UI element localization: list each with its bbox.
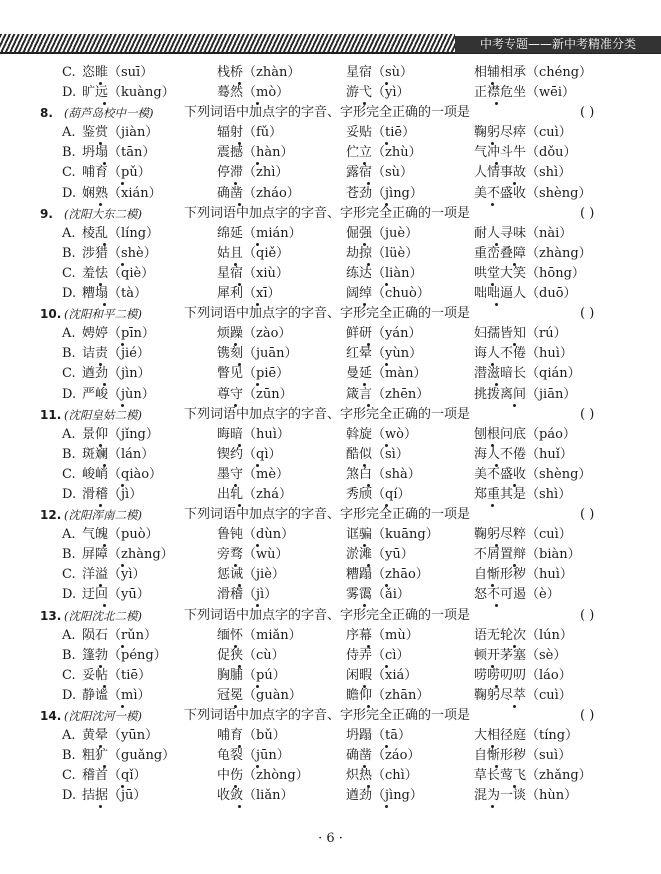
- option-word: 震撼（hàn）: [217, 145, 294, 161]
- option-row: [0, 445, 661, 465]
- question-source: (沈阳和平二模): [64, 307, 142, 322]
- option-word: 雾霭（ǎi）: [346, 587, 410, 603]
- option-word: 惩诫（jiè）: [217, 567, 285, 583]
- option-word: 诓骗（kuāng）: [346, 527, 439, 543]
- option-word: 拮据（jū）: [82, 788, 147, 804]
- emphasis-dot: [491, 805, 494, 808]
- option-row: [0, 163, 661, 183]
- question-header: [0, 706, 661, 726]
- option-word: 气冲斗牛（dǒu）: [474, 145, 577, 161]
- option-word: 滑稽（jì）: [217, 587, 278, 603]
- option-word: 重峦叠障（zhàng）: [474, 245, 592, 261]
- option-letter: D.: [62, 185, 77, 201]
- question-stem: 下列词语中加点字的字音、字形完全正确的一项是: [184, 708, 471, 723]
- option-row: [0, 485, 661, 505]
- option-word: 黄晕（yūn）: [82, 728, 159, 744]
- option-word: 屏障（zhàng）: [82, 547, 174, 563]
- option-word: 秀颀（qí）: [346, 486, 411, 502]
- option-word: 陨石（rǔn）: [82, 627, 157, 643]
- option-letter: A.: [62, 125, 76, 141]
- answer-blank: ( ): [580, 607, 595, 623]
- option-word: 苍劲（jìng）: [346, 185, 423, 201]
- option-row: [0, 525, 661, 545]
- option-word: 挑拨离间（jiān）: [474, 386, 577, 402]
- question-source: (沈阳大东二模): [64, 206, 142, 221]
- option-word: 草长莺飞（zhǎng）: [474, 768, 592, 784]
- option-row: [0, 686, 661, 706]
- option-word: 绵延（mián）: [217, 225, 302, 241]
- option-row: [0, 646, 661, 666]
- option-word: 潜滋暗长（qián）: [474, 366, 581, 382]
- option-word: 美不盛收（shèng）: [474, 466, 592, 482]
- option-word: 斑斓（lán）: [82, 446, 155, 462]
- option-word: 峻峭（qiào）: [82, 466, 163, 482]
- option-word: 瞥见（piē）: [217, 366, 290, 382]
- option-letter: A.: [62, 426, 76, 442]
- option-word: 倔强（juè）: [346, 225, 419, 241]
- option-word: 墨守（mè）: [217, 466, 290, 482]
- option-letter: D.: [62, 85, 77, 101]
- option-word: 阔绰（chuò）: [346, 286, 430, 302]
- option-word: 自惭形秽（suì）: [474, 748, 572, 764]
- option-word: 旁骛（wù）: [217, 547, 289, 563]
- option-word: 劫掠（lüè）: [346, 245, 419, 261]
- question-source: (沈阳皇姑二模): [64, 407, 142, 422]
- option-row: [0, 726, 661, 746]
- option-word: 鞠躬尽瘁（cuì）: [474, 125, 572, 141]
- option-word: 栈桥（zhàn）: [217, 65, 301, 80]
- option-word: 冠冕（guàn）: [217, 687, 302, 703]
- option-word: 酷似（sì）: [346, 446, 409, 462]
- question-number: 8.: [40, 106, 53, 121]
- question-number: 13.: [40, 608, 62, 623]
- option-letter: C.: [62, 65, 76, 80]
- header-hatch-decoration: [0, 34, 455, 52]
- option-word: 妥贴（tiē）: [346, 125, 416, 141]
- option-word: 遒劲（jìn）: [82, 366, 151, 382]
- question-header: [0, 204, 661, 224]
- option-row: [0, 626, 661, 646]
- answer-blank: ( ): [580, 507, 595, 523]
- option-word: 斡旋（wò）: [346, 426, 417, 442]
- option-row: [0, 224, 661, 244]
- header-title: 中考专题——新中考精准分类: [455, 36, 661, 53]
- option-word: 鲁钝（dùn）: [217, 527, 295, 543]
- option-word: 大相径庭（tíng）: [474, 728, 579, 744]
- option-word: 鉴赏（jiàn）: [82, 125, 159, 141]
- option-word: 尊守（zūn）: [217, 386, 293, 402]
- option-letter: B.: [62, 748, 76, 764]
- question-source: (沈阳浑南二模): [64, 508, 142, 523]
- question-header: [0, 304, 661, 324]
- option-row: [0, 344, 661, 364]
- option-letter: D.: [62, 486, 77, 502]
- option-word: 龟裂（jūn）: [217, 748, 290, 764]
- option-word: 严峻（jùn）: [82, 386, 155, 402]
- option-letter: D.: [62, 687, 77, 703]
- option-word: 糟蹋（zhāo）: [346, 567, 429, 583]
- option-word: 稽首（qǐ）: [82, 768, 147, 784]
- answer-blank: ( ): [580, 406, 595, 422]
- option-word: 棱乱（líng）: [82, 225, 160, 241]
- option-letter: A.: [62, 527, 76, 543]
- option-letter: C.: [62, 265, 76, 281]
- question-number: 12.: [40, 508, 62, 523]
- option-word: 迂回（yū）: [82, 587, 150, 603]
- option-word: 哺育（pǔ）: [82, 165, 151, 181]
- option-row: [0, 284, 661, 304]
- option-letter: A.: [62, 225, 76, 241]
- option-word: 诘责（jié）: [82, 346, 150, 362]
- option-word: 鞠躬尽粹（cuì）: [474, 527, 572, 543]
- question-source: (沈阳沈河一模): [64, 709, 142, 723]
- option-word: 中伤（zhòng）: [217, 768, 309, 784]
- option-letter: C.: [62, 366, 76, 382]
- answer-blank: ( ): [580, 708, 595, 723]
- option-word: 人情事故（shì）: [474, 165, 572, 181]
- option-word: 妥帖（tiē）: [82, 667, 152, 683]
- option-word: 鞠躬尽萃（cuì）: [474, 687, 572, 703]
- option-letter: D.: [62, 286, 77, 302]
- option-word: 自惭形秽（huì）: [474, 567, 573, 583]
- option-letter: B.: [62, 245, 76, 261]
- option-word: 旷远（kuàng）: [82, 85, 175, 101]
- question-source: (沈阳沈北二模): [64, 608, 142, 623]
- option-letter: C.: [62, 768, 76, 784]
- option-word: 侍弄（cì）: [346, 647, 410, 663]
- option-row: [0, 425, 661, 445]
- option-word: 确凿（zháo）: [217, 185, 300, 201]
- option-word: 羞怯（qiè）: [82, 265, 155, 281]
- option-row: [0, 385, 661, 405]
- answer-blank: ( ): [580, 105, 595, 121]
- option-word: 促狭（cù）: [217, 647, 285, 663]
- option-word: 烦躁（zào）: [217, 326, 292, 342]
- question-header: [0, 405, 661, 425]
- option-letter: B.: [62, 346, 76, 362]
- question-header: [0, 505, 661, 525]
- option-word: 正襟危坐（wēi）: [474, 85, 575, 101]
- option-letter: B.: [62, 547, 76, 563]
- option-word: 缅怀（miǎn）: [217, 627, 302, 643]
- option-letter: B.: [62, 647, 76, 663]
- option-row: [0, 324, 661, 344]
- option-word: 鲜研（yán）: [346, 326, 422, 342]
- option-letter: A.: [62, 326, 76, 342]
- option-word: 收敛（liǎn）: [217, 788, 294, 804]
- option-word: 刨根问底（páo）: [474, 426, 576, 442]
- page-header: [0, 0, 661, 62]
- option-word: 坍蹋（tā）: [346, 728, 411, 744]
- option-word: 气魄（può）: [82, 527, 159, 543]
- option-word: 胸脯（pú）: [217, 667, 286, 683]
- question-stem: 下列词语中加点字的字音、字形完全正确的一项是: [184, 406, 471, 422]
- option-word: 停滞（zhì）: [217, 165, 289, 181]
- option-word: 妇孺皆知（rú）: [474, 326, 567, 342]
- option-row: [0, 465, 661, 485]
- option-word: 海人不倦（huǐ）: [474, 446, 573, 462]
- question-stem: 下列词语中加点字的字音、字形完全正确的一项是: [184, 507, 471, 523]
- option-word: 练达（liàn）: [346, 265, 423, 281]
- question-number: 11.: [40, 407, 62, 422]
- option-word: 露宿（sù）: [346, 165, 414, 181]
- option-word: 诲人不倦（huì）: [474, 346, 573, 362]
- option-word: 娉婷（pīn）: [82, 326, 155, 342]
- option-word: 糟塌（tà）: [82, 286, 147, 302]
- question-number: 9.: [40, 206, 53, 221]
- option-word: 遒劲（jìng）: [346, 788, 423, 804]
- emphasis-dot: [99, 805, 102, 808]
- emphasis-dot: [385, 805, 388, 808]
- question-stem: 下列词语中加点字的字音、字形完全正确的一项是: [184, 306, 471, 322]
- option-word: 曼延（màn）: [346, 366, 427, 382]
- option-word: 景仰（jǐng）: [82, 426, 159, 442]
- option-word: 炽热（chì）: [346, 768, 418, 784]
- option-row: [0, 63, 661, 83]
- option-word: 娴熟（xián）: [82, 185, 162, 201]
- option-row: [0, 143, 661, 163]
- emphasis-dot: [238, 805, 241, 808]
- option-letter: C.: [62, 567, 76, 583]
- option-row: [0, 565, 661, 585]
- option-letter: A.: [62, 627, 76, 643]
- option-letter: B.: [62, 446, 76, 462]
- option-word: 唠唠叨叨（láo）: [474, 667, 572, 683]
- option-word: 闲暇（xiá）: [346, 667, 418, 683]
- option-row: [0, 746, 661, 766]
- option-word: 咄咄逼人（duō）: [474, 286, 577, 302]
- option-letter: C.: [62, 165, 76, 181]
- option-row: [0, 766, 661, 786]
- option-word: 确凿（záo）: [346, 748, 421, 764]
- question-header: [0, 606, 661, 626]
- option-word: 相辅相承（chéng）: [474, 65, 593, 80]
- option-word: 洋溢（yì）: [82, 567, 146, 583]
- option-row: [0, 264, 661, 284]
- option-word: 淤滩（yū）: [346, 547, 414, 563]
- question-header: [0, 103, 661, 123]
- option-word: 篷勃（péng）: [82, 647, 167, 663]
- question-number: 10.: [40, 307, 62, 322]
- option-word: 姑且（qiě）: [217, 245, 290, 261]
- option-letter: D.: [62, 587, 77, 603]
- option-word: 煞白（shà）: [346, 466, 421, 482]
- answer-blank: ( ): [580, 306, 595, 322]
- option-word: 镌刻（juān）: [217, 346, 298, 362]
- question-source: (葫芦岛校中一模): [64, 106, 154, 121]
- option-word: 序幕（mù）: [346, 627, 419, 643]
- option-word: 出轧（zhá）: [217, 486, 292, 502]
- question-stem: 下列词语中加点字的字音、字形完全正确的一项是: [184, 205, 471, 221]
- option-row: [0, 83, 661, 103]
- question-stem: 下列词语中加点字的字音、字形完全正确的一项是: [184, 105, 471, 121]
- option-row: [0, 585, 661, 605]
- option-word: 坍塌（tān）: [82, 145, 156, 161]
- option-word: 滑稽（jì）: [82, 486, 143, 502]
- option-word: 粗犷（guǎng）: [82, 748, 176, 764]
- option-word: 伫立（zhù）: [346, 145, 422, 161]
- option-word: 红晕（yùn）: [346, 346, 423, 362]
- option-word: 星宿（xiù）: [217, 265, 289, 281]
- option-word: 犀利（xī）: [217, 286, 281, 302]
- option-word: 顿开茅塞（sè）: [474, 647, 567, 663]
- option-word: 美不盛收（shèng）: [474, 185, 592, 201]
- option-word: 锲约（qì）: [217, 446, 282, 462]
- option-row: [0, 545, 661, 565]
- option-word: 哄堂大笑（hōng）: [474, 265, 585, 281]
- option-row: [0, 786, 661, 806]
- option-row: [0, 123, 661, 143]
- option-row: [0, 666, 661, 686]
- option-letter: C.: [62, 667, 76, 683]
- option-word: 郑重其是（shì）: [474, 486, 572, 502]
- question-list: [0, 63, 661, 806]
- option-word: 不屑置辩（biàn）: [474, 547, 581, 563]
- option-word: 哺育（bǔ）: [217, 728, 286, 744]
- option-word: 涉猎（shè）: [82, 245, 157, 261]
- option-word: 耐人寻味（nài）: [474, 225, 573, 241]
- option-word: 瞻仰（zhān）: [346, 687, 430, 703]
- option-letter: A.: [62, 728, 76, 744]
- option-word: 语无轮次（lún）: [474, 627, 573, 643]
- option-word: 蓦然（mò）: [217, 85, 290, 101]
- option-word: 星宿（sù）: [346, 65, 414, 80]
- option-word: 恣睢（suī）: [82, 65, 154, 80]
- option-word: 混为一谈（hùn）: [474, 788, 578, 804]
- option-letter: D.: [62, 386, 77, 402]
- option-row: [0, 364, 661, 384]
- question-stem: 下列词语中加点字的字音、字形完全正确的一项是: [184, 607, 471, 623]
- question-number: 14.: [40, 709, 62, 723]
- option-word: 箴言（zhēn）: [346, 386, 430, 402]
- option-word: 游弋（yì）: [346, 85, 410, 101]
- option-letter: D.: [62, 788, 77, 804]
- page-number: · 6 ·: [318, 831, 343, 846]
- option-word: 怒不可遏（è）: [474, 587, 560, 603]
- option-word: 静谧（mì）: [82, 687, 151, 703]
- option-word: 辐射（fǔ）: [217, 125, 283, 141]
- option-word: 晦暗（huì）: [217, 426, 290, 442]
- option-letter: C.: [62, 466, 76, 482]
- option-row: [0, 184, 661, 204]
- option-letter: B.: [62, 145, 76, 161]
- answer-blank: ( ): [580, 205, 595, 221]
- option-row: [0, 244, 661, 264]
